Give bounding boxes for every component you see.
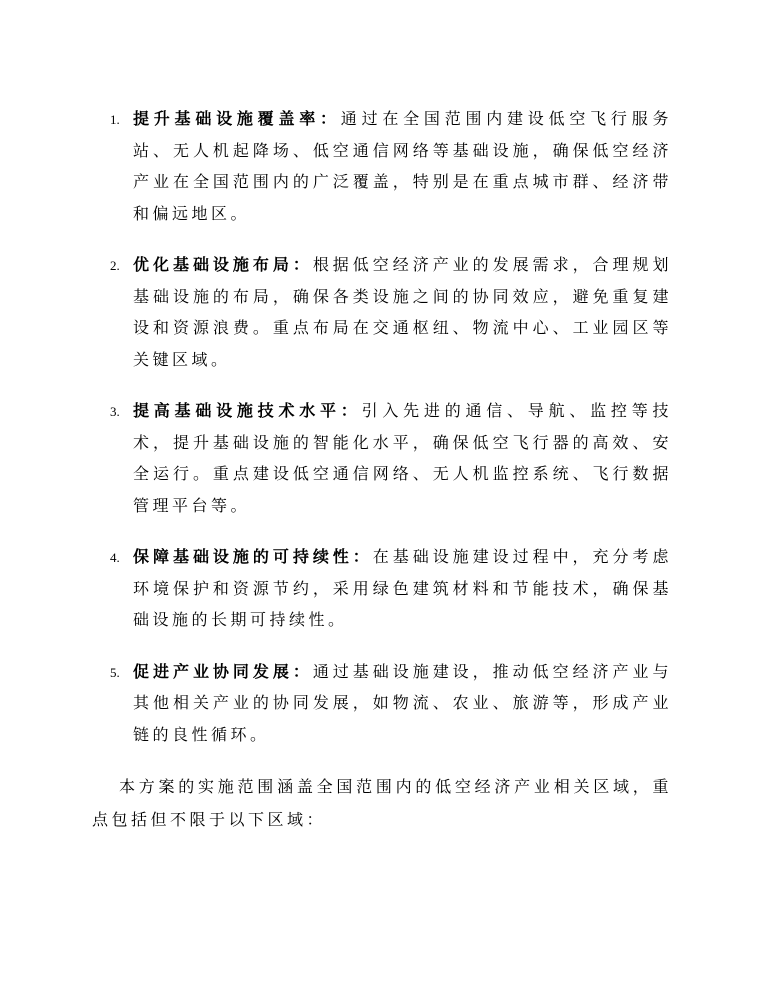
list-item-number: 1. <box>110 112 120 127</box>
list-item <box>92 657 672 752</box>
list-item <box>92 104 672 230</box>
list-item-number: 5. <box>110 664 120 680</box>
list-item-number: 2. <box>110 258 120 273</box>
list-item-body: 通过在全国范围内建设低空飞行服务站、无人机起降场、低空通信网络等基础设施，确保低空经济产业在全国范围内的广泛覆盖，特别是在重点城市群、经济带和偏远地区。 <box>133 111 672 223</box>
list-item-heading: 提升基础设施覆盖率： <box>133 111 341 128</box>
list-item <box>92 250 672 376</box>
list-item-body: 通过基础设施建设，推动低空经济产业与其他相关产业的协同发展，如物流、农业、旅游等，形成产业链的良性循环。 <box>133 663 672 744</box>
list-item-body: 根据低空经济产业的发展需求，合理规划基础设施的布局，确保各类设施之间的协同效应，避免重复建设和资源浪费。重点布局在交通枢纽、物流中心、工业园区等关键区域。 <box>133 257 672 369</box>
closing-paragraph: 本方案的实施范围涵盖全国范围内的低空经济产业相关区域，重点包括但不限于以下区域： <box>92 779 672 829</box>
list-item-number: 3. <box>110 404 120 419</box>
list-item-heading: 促进产业协同发展： <box>133 663 313 681</box>
list-item <box>92 396 672 522</box>
list-item-number: 4. <box>110 550 120 565</box>
list-item-heading: 提高基础设施技术水平： <box>133 403 362 420</box>
list-item-heading: 保障基础设施的可持续性： <box>133 549 373 566</box>
list-item-body: 引入先进的通信、导航、监控等技术，提升基础设施的智能化水平，确保低空飞行器的高效、安全运行。重点建设低空通信网络、无人机监控系统、飞行数据管理平台等。 <box>133 403 672 515</box>
list-item <box>92 542 672 637</box>
list-item-heading: 优化基础设施布局： <box>133 257 313 274</box>
list-item-body: 在基础设施建设过程中，充分考虑环境保护和资源节约，采用绿色建筑材料和节能技术，确保基础设施的长期可持续性。 <box>133 549 672 629</box>
numbered-list <box>92 104 672 751</box>
